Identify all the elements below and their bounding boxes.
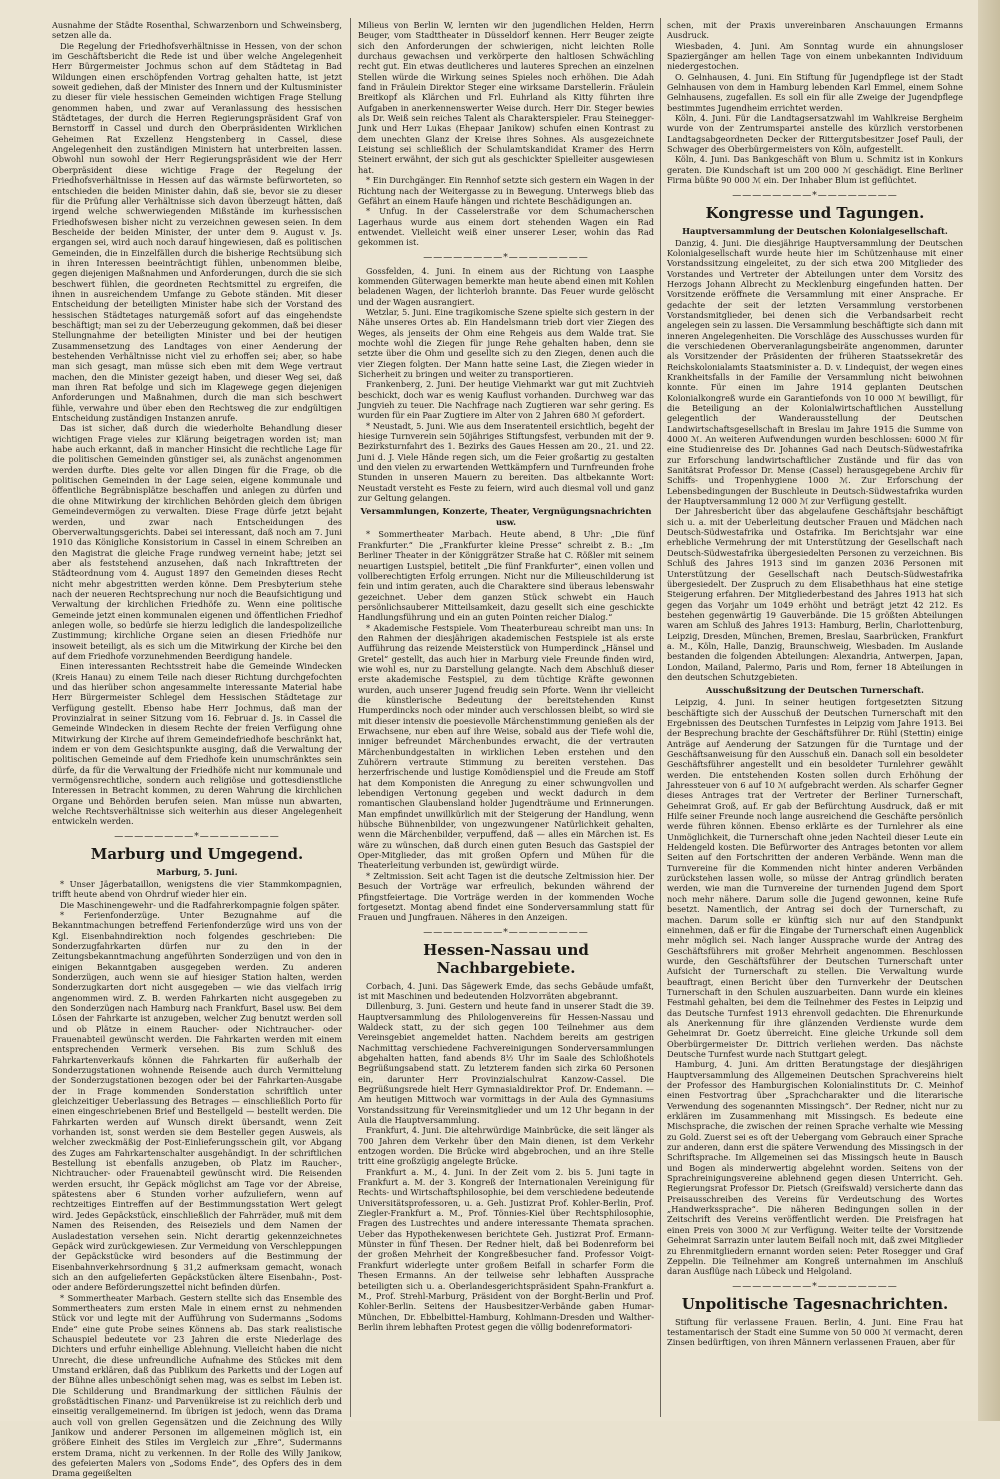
- article-paragraph: * Ein Durchgänger. Ein Rennhof setzte sich gestern ein Wagen in der Richtung nach der Weitergasse zu in Bewegung. Unterwegs blieb das Gefährt an einem Haufe hängen und richtete Beschädigungen an.: [358, 175, 654, 206]
- article-paragraph: Danzig, 4. Juni. Die diesjährige Hauptversammlung der Deutschen Kolonialgesellschaft wurde heute hier im Schützenhause mit einer Vorstandssitzung eingeleitet, zu der sich etwa 200 Mitglieder des Vorstandes und Vertreter der Abteilungen unter dem Vorsitz des Herzogs Johann Albrecht zu Mecklenburg eingefunden hatten. Der Vorsitzende eröffnete die Versammlung mit einer Ansprache. Er gedachte der seit der letzten Versammlung verstorbenen Vorstandsmitglieder, bei denen sich die Verbandsarbeit recht angelegen sein zu lassen. Die Versammlung beschäftigte sich dann mit inneren Angelegenheiten. Die Vorschläge des Ausschusses wurden für die verschiedenen Oberveranlagungsbeiräte angenommen, darunter als Vorsitzender der Präsidenten der früheren Staatssekretär des Reichskolonialamts Staatsminister a. D. v. Lindequist, der wegen eines Krankheitsfalls in der Familie der Versammlung nicht beiwohnen konnte. Für einen im Jahre 1914 geplanten Deutschen Kolonialkongreß wurde ein Garantiefonds von 10 000 ℳ bewilligt, für die Beteiligung an der Kolonialwirtschaftlichen Ausstellung gelegentlich der Wanderausstellung der Deutschen Landwirtschaftsgesellschaft in Breslau im Jahre 1915 die Summe von 4000 ℳ. An weiteren Aufwendungen wurden beschlossen: 6000 ℳ für eine Studienreise des Dr. Johannes Gad nach Deutsch-Südwestafrika zur Erforschung landwirtschaftlicher Zustände und für das von Sanitätsrat Professor Dr. Mense (Cassel) herausgegebene Archiv für Schiffs- und Tropenhygiene 1000 ℳ. Zur Erforschung der Lebensbedingungen der Buschleute in Deutsch-Südwestafrika wurden der Hauptversammlung 12 000 ℳ zur Verfügung gestellt.: [667, 237, 963, 507]
- section-heading: Unpolitische Tagesnachrichten.: [681, 1294, 949, 1313]
- article-paragraph: Dillenburg, 3. Juni. Gestern und heute fand in unserer Stadt die 39. Hauptversammlung des Philologenvereins für Hessen-Nassau und Waldeck statt, zu der sich gegen 100 Teilnehmer aus dem Vereinsgebiet angemeldet hatten. Nachdem bereits am gestrigen Nachmittag verschiedene Fachvereinigungen Sonderversammlungen abgehalten hatten, fand abends 8½ Uhr im Saale des Schloßhotels Begrüßungsabend statt. Zu letzterem fanden sich zirka 60 Personen ein, darunter Herr Provinzialschulrat Kanzow-Cassel. Die Begrüßungsrede hielt Herr Gymnasialdirektor Prof. Dr. Endemann. — Am heutigen Mittwoch war vormittags in der Aula des Gymnasiums Vorstandssitzung für Vereinsmitglieder und um 12 Uhr begann in der Aula die Hauptversammlung.: [358, 1001, 654, 1125]
- article-paragraph: Frankenberg, 2. Juni. Der heutige Viehmarkt war gut mit Zuchtvieh beschickt, doch war es wenig Kauflust vorhanden. Durchweg war das Jungvieh zu teuer. Die Nachfrage nach Zugtieren war sehr gering. Es wurden für ein Paar Zugtiere im Alter von 2 Jahren 680 ℳ gefordert.: [358, 379, 654, 421]
- article-paragraph: O. Gelnhausen, 4. Juni. Ein Stiftung für Jugendpflege ist der Stadt Gelnhausen von dem in Hamburg lebenden Karl Emmel, einem Sohne Gelnhausens, zugefallen. Es soll ein für alle Zweige der Jugendpflege bestimmtes Jugendheim errichtet werden.: [667, 71, 963, 113]
- article-paragraph: * Sommertheater Marbach. Gestern stellte sich das Ensemble des Sommertheaters zum ersten Male in einem ernst zu nehmenden Stück vor und legte mit der Aufführung von Sudermanns „Sodoms Ende“ eine gute Probe seines Könnens ab. Das stark realistische Schauspiel bedeutete vor 23 Jahren die erste Niederlage des Dichters und erfuhr einhellige Ablehnung. Vielleicht haben die nicht Unrecht, die diese unfreundliche Aufnahme des Stückes mit dem Umstand erklären, daß das Publikum des Parketts und der Logen auf der Bühne alles unbeschönigt sehen mag, was es selbst im Leben ist. Die Schilderung und Brandmarkung der sittlichen Fäulnis der großstädtischen Finanz- und Parvenükreise ist zu reichlich derb und einseitig verallgemeinernd. Im übrigen ist jedoch, wenn das Drama auch voll von grellen Gegensätzen und die Zeichnung des Willy Janikow und anderer Personen im allgemeinen möglich ist, ein größere Einheit des Stiles im Vergleich zur „Ehre“, Sudermanns erstem Drama, nicht zu verkennen. In der Rolle des Willy Janikow, des gefeierten Malers von „Sodoms Ende“, des Opfers des in dem Drama gegeißelten: [52, 1292, 342, 1479]
- article-paragraph: * Unser Jägerbataillon, wenigstens die vier Stammkompagnien, trifft heute abend von Ohrdruf wieder hier ein.: [52, 878, 342, 900]
- article-paragraph: Das ist sicher, daß durch die wiederholte Behandlung dieser wichtigen Frage vieles zur Klärung beigetragen worden ist; man habe auch erkannt, daß in mancher Hinsicht die rechtliche Lage für die politischen Gemeinden günstiger sei, als zunächst angenommen werden durfte. Dies gelte vor allen Dingen für die Frage, ob die politischen Gemeinden in der Lage seien, eigene kommunale und öffentliche Begräbnisplätze beschaffen und anlegen zu dürfen und die ohne Mitwirkung der kirchlichen Behörden gleich dem übrigen Gemeindevermögen zu verwalten. Diese Frage dürfe jetzt bejaht werden, und zwar nach Entscheidungen des Oberverwaltungsgerichts. Dabei sei interessant, daß noch am 7. Juni 1910 das Königliche Konsistorium in Cassel in einem Schreiben an den Magistrat die gleiche Frage rundweg verneint habe; jetzt sei aber als feststehend anzusehen, daß nach Inkrafttreten der Städteordnung vom 4. August 1897 den Gemeinden dieses Recht nicht mehr abgestritten werden könne. Dem Presbyterium stehe nach der neueren Rechtsprechung nur noch die Beaufsichtigung und Verwaltung der kirchlichen Friedhöfe zu. Wenn eine politische Gemeinde jetzt einen kommunalen eigenen und öffentlichen Friedhof anlegen wolle, so bedürfe sie hierzu lediglich die landespolizeiliche Zustimmung; kirchliche Organe seien an diesen Friedhöfe nur insoweit beteiligt, als es sich um die Mitwirkung der Kirche bei den auf dem Friedhofe vorzunehmenden Beerdigung handele.: [52, 423, 342, 661]
- section-heading: Hessen-Nassau und Nachbargebiete.: [423, 940, 589, 977]
- article-paragraph: * Unfug. In der Casselerstraße vor dem Schumacherschen Lagerhaus wurde aus einem dort stehenden Wagen ein Rad entwendet. Vielleicht weiß einer unserer Leser, wohin das Rad gekommen ist.: [358, 206, 654, 248]
- article-paragraph: Köln, 4. Juni. Für die Landtagsersatzwahl im Wahlkreise Bergheim wurde von der Zentrumspartei anstelle des kürzlich verstorbenen Landtagsabgeordneten Decker der Rittergutsbesitzer Josef Pauli, der Schwager des Oberbürgermeisters von Köln, aufgestellt.: [667, 113, 963, 155]
- article-paragraph: * Akademische Festspiele. Vom Theaterbureau schreibt man uns: In den Rahmen der diesjährigen akademischen Festspiele ist als erste Aufführung das reizende Meisterstück von Humperdinck „Hänsel und Gretel“ gestellt, das auch hier in Marburg viele Freunde finden wird, wie wohl es, nur zu Darstellung gelangte. Nach dem Abschluß dieser erste akademische Festspiel, zu dem tüchtige Kräfte gewonnen wurden, auch unserer Jugend freudig sein Pforte. Wenn ihr vielleicht die künstlerische Bedeutung der bereitstehenden Kunst Humperdincks noch oder minder auch verschlossen bleibt, so wird sie mit dieser intensiv die poesievolle Märchenstimmung genießen als der Erwachsene, nur eben auf ihre Weise, sobald aus der Tiefe wohl die, inniger befreundet Märchenbundes erwacht, die der vertrauten Märchenbundgestalten in wirklichen Leben erstehen und den Zuhörern vertraute Stimmung zu bereiten verstehen. Das herzerfrischende und lustige Komödienspiel und die Freude am Stoff hat dem Komponisten die Anregung zu einer schwungvollen und lebendigen Vertonung gegeben und weckt dadurch in dem romantischen Glaubensland holder Jugendträume und Erinnerungen. Man empfindet unwillkürlich mit der Steigerung der Handlung, wenn hübsche Bühnenbilder, von ungezwungener Natürlichkeit gehalten, wenn die Märchenbilder, verpuffend, daß — alles ein Märchen ist. Es wäre zu wünschen, daß durch einen guten Besuch das Gastspiel der Oper-Mitglieder, das mit großen Opfern und Mühen für die Theaterleitung verbunden ist, gewürdigt würde.: [358, 622, 654, 871]
- subsection-heading: Hauptversammlung der Deutschen Kolonialgesellschaft.: [682, 225, 948, 236]
- article-paragraph: Hamburg, 4. Juni. Am dritten Beratungstage der diesjährigen Hauptversammlung des Allgemeinen Deutschen Sprachvereins hielt der Professor des Hamburgischen Kolonialinstituts Dr. C. Meinhof einen Festvortrag über „Sprachcharakter und die literarische Verwendung des sogenannten Missingsch“. Der Redner, nicht nur zu erklären im Zusammenhang mit Missingsch. Es bedeute eine Mischsprache, die zwischen der reinen Sprache verhalte wie Messing zu Gold. Zuerst sei es oft der Uebergang vom Gebrauch einer Sprache zur anderen, dann erst die spätere Verwendung des Missingsch in der Schriftsprache. Im Allgemeinen sei das Missingsch heute in Bausch und Bogen als minderwertig abgelehnt worden. Seitens von der Sprachreinigungsvereine ablehnend gegen diesen Unterricht. Geh. Regierungsrat Professor Dr. Pietsch (Greifswald) versicherte dann das Preisausschreiben des Vereins für Verdeutschung des Wortes „Handwerkssprache“. Die näheren Bedingungen sollen in der Zeitschrift des Vereins veröffentlicht werden. Die Preisfragen hat einen Preis von 3000 ℳ zur Verfügung. Weiter teilte der Vorsitzende Geheimrat Sarrazin unter lautem Beifall noch mit, daß zwei Mitglieder zu Ehrenmitgliedern ernannt worden seien: Peter Rosegger und Graf Zeppelin. Die Teilnehmer am Kongreß unternahmen im Anschluß daran Ausflüge nach Lübeck und Helgoland.: [667, 1059, 963, 1277]
- article-paragraph: Frankfurt a. M., 4. Juni. In der Zeit vom 2. bis 5. Juni tagte in Frankfurt a. M. der 3. Kongreß der Internationalen Vereinigung für Rechts- und Wirtschaftsphilosophie, bei dem verschiedene bedeutende Universitätsprofessoren, u. a. Geh. Justizrat Prof. Kohler-Berlin, Prof. Ziegler-Frankfurt a. M., Prof. Tönnies-Kiel über Rechtsphilosophie, Fragen des Lustrechtes und andere interessante Themata sprachen. Ueber das Hypothekenwesen berichtete Geh. Justizrat Prof. Ermann-Münster in fünf Thesen. Der Redner hielt, daß bei Bodenreform bei der großen Mehrheit der Kongreßbesucher fand. Professor Voigt-Frankfurt widerlegte unter großem Beifall in scharfer Form die Thesen Ermanns. An der teilweise sehr lebhaften Aussprache beteiligten sich u. a. Oberlandesgerichtspräsident Spahn-Frankfurt a. M., Prof. Strehl-Marburg, Präsident von der Borght-Berlin und Prof. Kohler-Berlin. Seitens der Hausbesitzer-Verbände gaben Humar-München, Dr. Ebbelbittel-Hamburg, Kohlmann-Dresden und Walther-Berlin ihrem lebhaften Protest gegen die völlig bodenreformatori-: [358, 1166, 654, 1332]
- article-paragraph: Wiesbaden, 4. Juni. Am Sonntag wurde ein ahnungsloser Spaziergänger am hellen Tage von einem unbekannten Individuum niedergestochen.: [667, 40, 963, 72]
- article-paragraph: Frankfurt, 4. Juni. Die altehrwürdige Mainbrücke, die seit länger als 700 Jahren dem Verkehr über den Main dienen, ist dem Verkehr entzogen worden. Die Brücke wird abgebrochen, und an ihre Stelle tritt eine großzügig angelegte Brücke.: [358, 1125, 654, 1167]
- subsection-heading: Ausschußsitzung der Deutschen Turnerschaft.: [706, 685, 924, 696]
- section-separator: ————————*————————: [732, 190, 898, 201]
- section-heading: Marburg und Umgegend.: [90, 844, 304, 863]
- article-paragraph: Leipzig, 4. Juni. In seiner heutigen fortgesetzten Sitzung beschäftigte sich der Ausschuß der Deutschen Turnerschaft mit den Ergebnissen des Deutschen Turnfestes in Leipzig vom Jahre 1913. Bei der Besprechung brachte der Geschäftsführer Dr. Rühl (Stettin) einige Anträge auf Aenderung der Satzungen für die Turntage und der Geschäftsanweisung für den Ausschuß ein. Danach soll ein besoldeter Geschäftsführer angestellt und ein besoldeter Turnlehrer gewählt werden. Die entstehenden Kosten sollen durch Erhöhung der Jahressteuer von 6 auf 10 ℳ aufgebracht werden. Als scharfer Gegner dieses Antrages trat der Vertreter der Berliner Turnerschaft, Geheimrat Groß, auf. Er gab der Befürchtung Ausdruck, daß er mit Hilfe seiner Freunde noch lange ausreichend die Geschäfte persönlich werde führen können. Ebenso erklärte es der Turnlehrer als eine Unmöglichkeit, die Turnerschaft ohne jeden Nachteil dieser Leute ein Heldengeld kosten. Die Befürworter des Antrages betonten vor allem Seiten auf den Fortschritten der anderen Verbände. Wenn man die Turnvereine für die Kommenden nicht hinter anderen Verbänden zurückstehen lassen wolle, so müsse der Antrag gründlich beraten werden, wie man die Turnvereine der turnenden Jugend dem Sport noch mehr nähere. Darum solle die Jugend gewonnen, keine Rufe besetzt. Namentlich, der Antrag sei doch der Turnerschaft, zu machen. Darum solle er künftig sich nur auf den Standpunkt einnehmen, daß er für die Eingabe der Turnerschaft einen Augenblick mehr möglich sei. Nach langer Aussprache wurde der Antrag des Geschäftsführers mit großer Mehrheit angenommen. Beschlossen wurde, den Geschäftsführer der Deutschen Turnerschaft unter Aufsicht der Turnerschaft zu stellen. Die Verwaltung wurde beauftragt, einen Bericht über den Turnverkehr der Deutschen Turnerschaft in den Schulen auszuarbeiten. Dann wurde ein kleines Festmahl gehalten, bei dem die Teilnehmer des Festes in Leipzig und das Deutsche Turnfest 1913 ehrenvoll gedachten. Die Ehrenurkunde als Anerkennung für ihre glänzenden Verdienste wurde dem Geheimrat Dr. Goetz überreicht. Eine gleiche Urkunde soll dem Oberbürgermeister Dr. Dittrich verliehen werden. Das nächste Deutsche Turnfest wurde nach Stuttgart gelegt.: [667, 697, 963, 1059]
- article-paragraph: Der Jahresbericht über das abgelaufene Geschäftsjahr beschäftigt sich u. a. mit der Ueberleitung deutscher Frauen und Mädchen nach Deutsch-Südwestafrika und Ostafrika. Im Berichtsjahr war eine erhebliche Vermehrung der mit Unterstützung der Gesellschaft nach Deutsch-Südwestafrika übergesiedelten Personen zu verzeichnen. Bis Schluß des Jahres 1913 sind im ganzen 2036 Personen mit Unterstützung der Gesellschaft nach Deutsch-Südwestafrika übergesiedelt. Der Zuspruch zu dem Elisabethhaus hat eine stetige Steigerung erfahren. Der Mitgliederbestand des Jahres 1913 hat sich gegen das Vorjahr um 1049 erhöht und beträgt jetzt 42 212. Es bestehen gegenwärtig 19 Gauverbände. Die 15 größten Abteilungen waren am Schluß des Jahres 1913: Hamburg, Berlin, Charlottenburg, Leipzig, Dresden, München, Bremen, Breslau, Saarbrücken, Frankfurt a. M., Köln, Halle, Danzig, Braunschweig, Wiesbaden. Im Auslande bestanden die folgenden Abteilungen: Alexandria, Antwerpen, Japan, London, Mailand, Palermo, Paris und Rom, ferner 18 Abteilungen in den deutschen Schutzgebieten.: [667, 506, 963, 682]
- section-heading: Kongresse und Tagungen.: [705, 203, 925, 222]
- section-separator: ————————*————————: [114, 831, 280, 842]
- article-paragraph: Gossfelden, 4. Juni. In einem aus der Richtung von Laasphe kommenden Güterwagen bemerkte man heute abend einen mit Kohlen beladenen Wagen, der lichterloh brannte. Das Feuer wurde gelöscht und der Wagen ausrangiert.: [358, 265, 654, 307]
- article-paragraph: Ausnahme der Städte Rosenthal, Schwarzenborn und Schweinsberg, setzen alle da.: [52, 20, 342, 41]
- article-paragraph: Die Regelung der Friedhofsverhältnisse in Hessen, von der schon im Geschäftsbericht die Rede ist und über welche Angelegenheit Herr Bürgermeister Jochmus schon auf dem Städtetag in Bad Wildungen einen erschöpfenden Vortrag gehalten hatte, ist jetzt soweit gediehen, daß der Minister des Innern und der Kultusminister zu dieser für viele hessischen Gemeinden wichtigen Frage Stellung genommen haben, und zwar auf Veranlassung des hessischen Städtetages, der durch die Herren Regierungspräsident Graf von Bernstorff in Cassel und durch den Oberpräsidenten Wirklichen Geheimen Rat Exzellenz Hengstenberg in Cassel, diese Angelegenheit den zuständigen Ministern hat unterbreiten lassen. Obwohl nun sowohl der Herr Regierungspräsident wie der Herr Oberpräsident diese wichtige Frage der Regelung der Friedhofsverhältnisse in Hessen auf das wärmste befürworteten, so entschieden die beiden Minister dahin, daß sie, bevor sie zu dieser für die Prüfung aller Verhältnisse sich davon überzeugt hätten, daß irgend welche schwerwiegenden Mißstände im kurhessischen Friedhofswesen bisher nicht zu verzeichnen gewesen seien. In dem Bescheide der beiden Minister, der unter dem 9. August v. Js. ergangen sei, wird auch noch darauf hingewiesen, daß es politischen Gemeinden, die in Einzelfällen durch die bisherige Rechtsübung sich in ihren Interessen beeinträchtigt fühlen, unbenommen bleibe, gegen diejenigen Maßnahmen und Anforderungen, durch die sie sich beschwert fühlen, die geordneten Rechtsmittel zu ergreifen, die ihnen in ausreichendem Umfange zu Gebote ständen. Mit dieser Entscheidung der beteiligten Minister habe sich der Vorstand des hessischen Städtetages naturgemäß sofort auf das eingehendste beschäftigt; man sei zu der Ueberzeugung gekommen, daß bei dieser Stellungnahme der beteiligten Minister und bei der heutigen Zusammensetzung des Landtages von einer Aenderung der bestehenden Verhältnisse nicht viel zu erhoffen sei; aber, so habe man sich gesagt, man müsse sich eben mit dem Wege vertraut machen, den die Minister gezeigt haben, und dieser Weg sei, daß man ihren Rat befolge und sich im Klagewege gegen diejenigen Anforderungen und Maßnahmen, durch die man sich beschwert fühle, verwahre und über eben den Rechtsweg die zur endgültigen Entscheidung zuständigen Instanzen anrufe.: [52, 40, 342, 424]
- column-rule: [660, 18, 661, 1417]
- page-edge: [978, 0, 1000, 1421]
- article-paragraph: Stiftung für verlassene Frauen. Berlin, 4. Juni. Eine Frau hat testamentarisch der Stadt eine Summe von 50 000 ℳ vermacht, deren Zinsen bedürftigen, von ihren Männern verlassenen Frauen, aber für: [667, 1316, 963, 1348]
- article-paragraph: Köln, 4. Juni. Das Bankgeschäft von Blum u. Schmitz ist in Konkurs geraten. Die Kundschaft ist um 200 000 ℳ geschädigt. Eine Berliner Firma büßte 90 000 ℳ ein. Der Inhaber Blum ist geflüchtet.: [667, 154, 963, 186]
- article-paragraph: * Zeltmission. Seit acht Tagen ist die deutsche Zeltmission hier. Der Besuch der Vorträge war erfreulich, bekunden während der Pfingstfeiertage. Die Vorträge werden in der kommenden Woche fortgesetzt. Montag abend findet eine Sonderversammlung statt für Frauen und Jungfrauen. Näheres in den Anzeigen.: [358, 870, 654, 923]
- dateline: Marburg, 5. Juni.: [156, 866, 238, 877]
- column-rule: [350, 18, 351, 1417]
- article-paragraph: Wetzlar, 5. Juni. Eine tragikomische Szene spielte sich gestern in der Nähe unseres Ortes ab. Ein Handelsmann trieb dort vier Ziegen des Weges, als jenseits der Ohm eine Rehgeis aus dem Walde trat. Sie mochte wohl die Ziegen für junge Rehe gehalten haben, denn sie setzte über die Ohm und gesellte sich zu den Ziegen, denen auch die vier Ziegen folgten. Der Mann hatte seine Last, die Ziegen wieder in Sicherheit zu bringen und weiter zu transportieren.: [358, 306, 654, 379]
- article-paragraph: * Sommertheater Marbach. Heute abend, 8 Uhr: „Die fünf Frankfurter.“ Die „Frankfurter kleine Presse“ schreibt z. B.: „Im Berliner Theater in der Königgrätzer Straße hat C. Rößler mit seinem neuartigen Lustspiel, betitelt „Die fünf Frankfurter“, einen vollen und vollberechtigten Erfolg errungen. Nicht nur die Milieuschilderung ist fein und intim geraten, auch die Charaktere sind überaus lebenswahr gezeichnet. Ueber dem ganzen Stück schwebt ein Hauch persönlichsauberer Mitteilsamkeit, dazu gesellt sich eine geschickte Handlungsführung und ein an guten Pointen reicher Dialog.“: [358, 529, 654, 623]
- column-1: [52, 20, 342, 1479]
- subsection-heading: Versammlungen, Konzerte, Theater, Vergnügungsnachrichten usw.: [360, 506, 652, 528]
- article-paragraph: Milieus von Berlin W, lernten wir den jugendlichen Helden, Herrn Beuger, vom Stadttheater in Düsseldorf kennen. Herr Beuger zeigte sich den Anforderungen der schwierigen, nicht leichten Rolle durchaus gewachsen und verkörperte den haltlosen Schwächling recht gut. Ein etwas deutlicheres und lauteres Sprechen an einzelnen Stellen würde die Wirkung seines Spieles noch erhöhen. Die Adah fand in Fräulein Direktor Steger eine wirksame Darstellerin. Fräulein Breitkopf als Klärchen und Frl. Euhrland als Kitty führten ihre Aufgaben in anerkennenswerter Weise durch. Herr Dir. Steger bewies als Dr. Weiß sein reiches Talent als Charakterspieler. Frau Steinegger-Junk und Herr Lukas (Ehepaar Janikow) schufen einen Kontrast zu dem unechten Glanz der Kreise ihres Sohnes. Als ausgezeichnete Leistung sei schließlich der Schulamtskandidat Kramer des Herrn Steinert erwähnt, der sich gut als geschickter Spielleiter ausgewiesen hat.: [358, 20, 654, 175]
- column-2: [358, 20, 654, 1415]
- article-paragraph: schen, mit der Praxis unvereinbaren Anschauungen Ermanns Ausdruck.: [667, 20, 963, 41]
- article-paragraph: * Neustadt, 5. Juni. Wie aus dem Inseratenteil ersichtlich, begeht der hiesige Turnverein sein 50jähriges Stiftungsfest, verbunden mit der 9. Bezirksturnfahrt des 1. Bezirks des Gaues Hessen am 20., 21. und 22. Juni d. J. Viele Hände regen sich, um die Feier großartig zu gestalten und den vielen zu erwartenden Wettkämpfern und Turnfreunden frohe Stunden in unseren Mauern zu bereiten. Das altbekannte Wort: Neustadt versteht es Feste zu feiern, wird auch diesmal voll und ganz zur Geltung gelangen.: [358, 420, 655, 504]
- section-separator: ————————*————————: [423, 927, 589, 938]
- article-paragraph: Die Maschinengewehr- und die Radfahrerkompagnie folgen später.: [60, 899, 340, 910]
- article-paragraph: Corbach, 4. Juni. Das Sägewerk Emde, das sechs Gebäude umfaßt, ist mit Maschinen und bedeutenden Holzvorräten abgebrannt.: [358, 980, 654, 1001]
- column-3: [667, 20, 963, 1415]
- article-paragraph: Einen interessanten Rechtsstreit habe die Gemeinde Windecken (Kreis Hanau) zu einem Teile nach dieser Richtung durchgefochten und das hierüber schon angesammelte interessante Material habe Herr Bürgermeister Schlegel dem Hessischen Städtetage zur Verfügung gestellt. Ebenso habe Herr Jochmus, daß man der Provinzialrat in seiner Sitzung vom 16. Februar d. Js. in Cassel die Gemeinde Windecken in diesem Rechte der freien Verfügung ohne Mitwirkung der Kirche auf ihrem Gemeindefriedhofe beschränkt hat, indem er von dem Gesichtspunkte ausging, daß die Verwaltung der politischen Gemeinde auf dem Friedhofe kein unumschränktes sein dürfe, da für die Verwaltung der Friedhöfe nicht nur kommunale und vermögensrechtliche, sondern auch religiöse und gottesdienstliche Interessen in Betracht kommen, zu deren Wahrung die kirchlichen Organe und Behörden berufen seien. Man müsse nun abwarten, welche Rechtsverhältnisse sich weiterhin aus dieser Angelegenheit entwickeln werden.: [52, 661, 342, 827]
- section-separator: ————————*————————: [732, 1281, 898, 1292]
- section-separator: ————————*————————: [423, 252, 589, 263]
- article-paragraph: * Ferienfonderzüge. Unter Bezugnahme auf die Bekanntmachungen betreffend Ferienfonderzüge wird uns von der Kgl. Eisenbahndirektion noch folgendes geschrieben: Die Sonderzugfahrkarten dürfen nur zu den in der Zeitungsbekanntmachung angeführten Sonderzügen und von den in einigen Bekanntgaben ausgegeben werden. Zu anderen Sonderzügen, auch wenn sie auf hiesiger Station halten, werden Sonderzugkarten dort nicht ausgegeben — wie das vielfach irrig angenommen wird. Z. B. werden Fahrkarten nicht ausgegeben zu den Sonderzügen nach Hamburg nach Frankfurt, Basel usw. Bei dem Lösen der Fahrkarte ist anzugeben, welcher Zug benutzt werden soll und ob Plätze in einem Raucher- oder Nichtraucher- oder Frauenabteil gewünscht werden. Die Fahrkarten werden mit einem entsprechenden Vermerk versehen. Bis zum Schluß des Fahrkartenverkaufs können die Fahrkarten für außerhalb der Sonderzugstationen wohnende Reisende auch durch Vermittelung der Sonderzugstationen bezogen oder bei der Fahrkarten-Ausgabe der in Frage kommenden Sonderstation schriftlich unter gleichzeitiger Ueberlassung des Betrages — einschließlich Porto für einen eingeschriebenen Brief und Bestellgeld — bestellt werden. Die Fahrkarten werden auf Wunsch direkt übersandt, wenn Zeit vorhanden ist, sonst werden sie dem Besteller gegen Ausweis, als welcher zweckmäßig der Post-Einlieferungsschein gilt, vor Abgang des Zuges am Fahrkartenschalter ausgehändigt. In der schriftlichen Bestellung ist ebenfalls anzugeben, ob Platz im Raucher-, Nichtraucher- oder Frauenabteil gewünscht wird. Die Reisenden werden ersucht, ihr Gepäck möglichst am Tage vor der Abreise, spätestens aber 6 Stunden vorher aufzuliefern, wenn auf rechtzeitiges Eintreffen auf der Bestimmungsstation Wert gelegt wird. Jedes Gepäckstück, einschließlich der Fahrräder, muß mit dem Namen des Reisenden, des Reiseziels und dem Namen der Ausladestation versehen sein. Nicht derartig gekennzeichnetes Gepäck wird zurückgewiesen. Zur Vermeidung von Verschleppungen der Gepäckstücke wird besonders auf die Bestimmung der Eisenbahnverkehrsordnung § 31,2 aufmerksam gemacht, wonach sich an den aufgelieferten Gepäckstücken ältere Eisenbahn-, Post- oder andere Beförderungszettel nicht befinden dürfen.: [52, 909, 342, 1293]
